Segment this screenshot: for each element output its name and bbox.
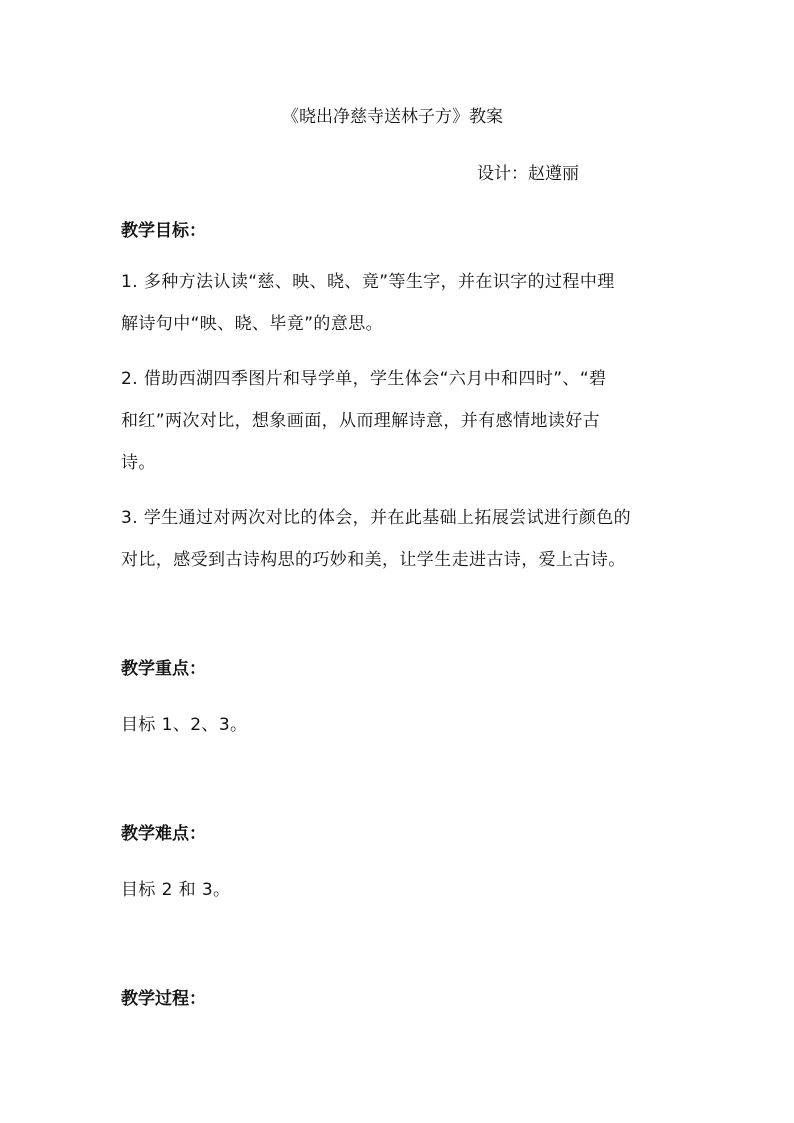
- objective-3-line-1: 3. 学生通过对两次对比的体会，并在此基础上拓展尝试进行颜色的: [121, 508, 632, 528]
- objective-1-line-2: 解诗句中“映、晓、毕竟”的意思。: [121, 314, 384, 334]
- objective-2-line-2: 和红”两次对比，想象画面，从而理解诗意，并有感情地读好古: [121, 411, 601, 431]
- objective-2-line-1: 2. 借助西湖四季图片和导学单，学生体会“六月中和四时”、“碧: [121, 369, 607, 389]
- objective-3-line-2: 对比，感受到古诗构思的巧妙和美，让学生走进古诗，爱上古诗。: [121, 550, 626, 570]
- document-author: 设计：赵遵丽: [477, 164, 579, 184]
- document-title: 《晓出净慈寺送林子方》教案: [282, 107, 503, 127]
- key-points-heading: 教学重点：: [121, 659, 206, 679]
- key-points-content: 目标 1、2、3。: [121, 715, 248, 735]
- objective-1-line-1: 1. 多种方法认读“慈、映、晓、竟”等生字，并在识字的过程中理: [121, 272, 615, 292]
- process-heading: 教学过程：: [121, 989, 206, 1009]
- difficulties-heading: 教学难点：: [121, 824, 206, 844]
- difficulties-content: 目标 2 和 3。: [121, 880, 231, 900]
- objective-2-line-3: 诗。: [121, 453, 156, 473]
- objectives-heading: 教学目标：: [121, 221, 206, 241]
